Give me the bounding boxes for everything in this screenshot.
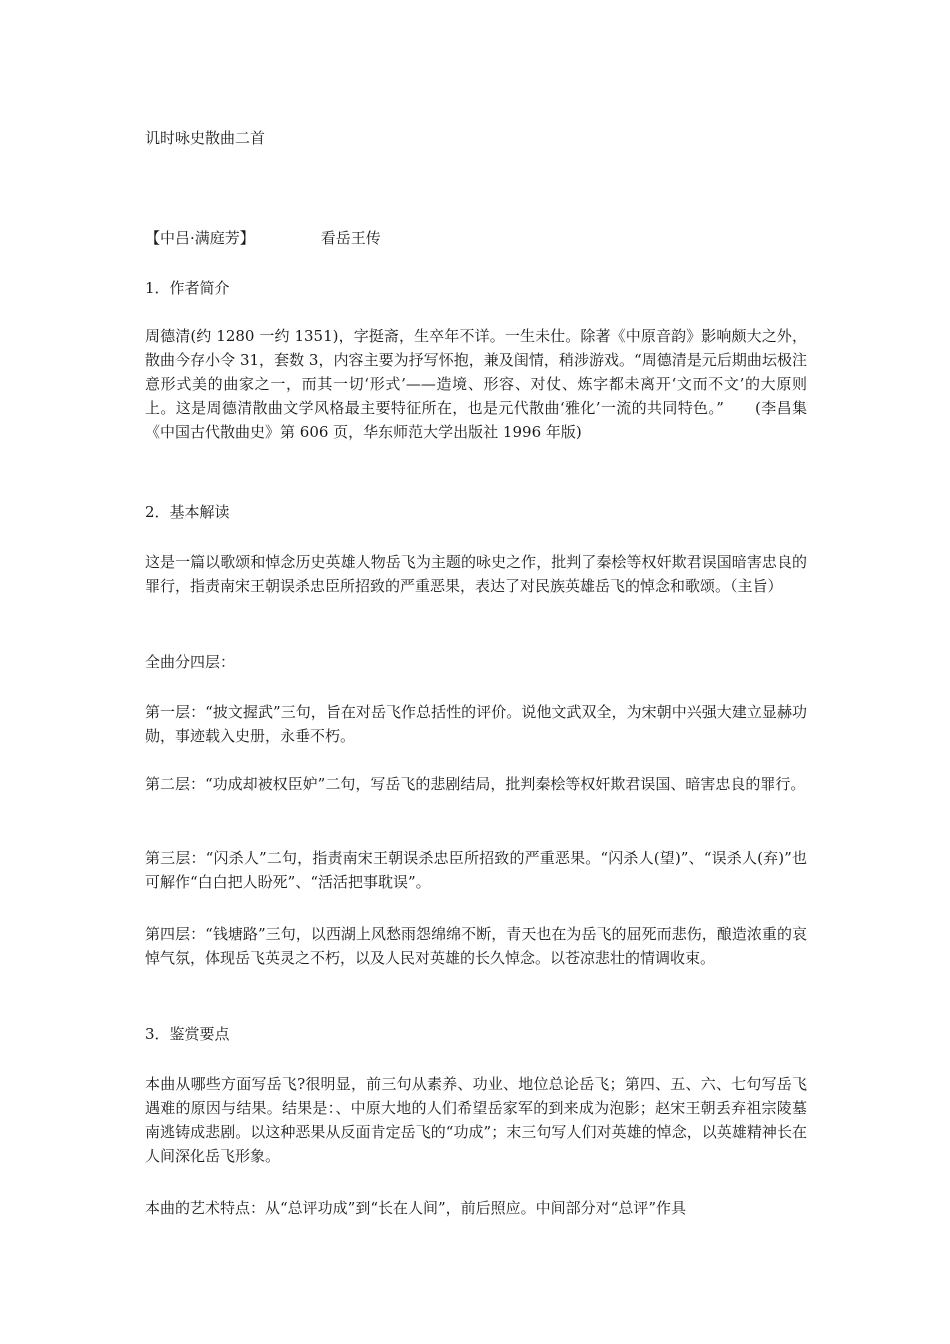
section-heading-reading: 2．基本解读 [145, 503, 230, 521]
layer-one-paragraph: 第一层：“披文握武”三句，旨在对岳飞作总括性的评价。说他文武双全，为宋朝中兴强大建立显赫功勋，事迹载入史册，永垂不朽。 [145, 703, 807, 745]
piece-title: 看岳王传 [320, 229, 381, 247]
appreciation-paragraph: 本曲从哪些方面写岳飞?很明显，前三句从素养、功业、地位总论岳飞；第四、五、六、七句写岳飞遇难的原因与结果。结果是：、中原大地的人们希望岳家军的到来成为泡影；赵宋王朝丢弃祖宗陵墓南逃铸成悲剧。以这种恶果从反面肯定岳飞的“功成”；末三句写人们对英雄的悼念，以英雄精神长在人间深化岳飞形象。 [145, 1075, 807, 1165]
document-title: 讥时咏史散曲二首 [145, 129, 266, 147]
section-heading-author: 1．作者简介 [145, 279, 230, 297]
layer-four-paragraph: 第四层：“钱塘路”三句，以西湖上风愁雨怨绵绵不断，青天也在为岳飞的屈死而悲伤，酿造浓重的哀悼气氛，体现岳飞英灵之不朽，以及人民对英雄的长久悼念。以苍凉悲壮的情调收束。 [145, 925, 807, 967]
author-paragraph: 周德清(约 1280 一约 1351)，字挺斋，生卒年不详。一生未仕。除著《中原音韵》影响颇大之外，散曲今存小令 31，套数 3，内容主要为抒写怀抱，兼及闺情，稍涉游戏。“周德清是元后期曲坛极注意形式美的曲家之一，而其一切‘形式’——造境、形容、对仗、炼字都未离开‘文而不文’的大原则上。这是周德清散曲文学风格最主要特征所在，也是元代散曲‘雅化’一流的共同特色。” (李昌集《中国古代散曲史》第 606 页，华东师范大学出版社 1996 年版) [145, 327, 807, 441]
section-heading-appreciation: 3．鉴赏要点 [145, 1025, 230, 1043]
structure-intro: 全曲分四层： [145, 653, 236, 671]
qupai-name: 【中吕·满庭芳】 [145, 229, 255, 247]
qupai-heading-line [145, 226, 807, 250]
layer-two-paragraph: 第二层：“功成却被权臣妒”二句，写岳飞的悲剧结局，批判秦桧等权奸欺君误国、暗害忠良的罪行。 [145, 775, 806, 793]
reading-paragraph: 这是一篇以歌颂和悼念历史英雄人物岳飞为主题的咏史之作，批判了秦桧等权奸欺君误国暗害忠良的罪行，指责南宋王朝误杀忠臣所招致的严重恶果，表达了对民族英雄岳飞的悼念和歌颂。（主旨） [145, 553, 807, 595]
layer-three-paragraph: 第三层：“闪杀人”二句，指责南宋王朝误杀忠臣所招致的严重恶果。“闪杀人(望)”、“误杀人(弃)”也可解作“白白把人盼死”、“活活把事耽误”。 [145, 849, 807, 891]
art-features-paragraph: 本曲的艺术特点：从“总评功成”到“长在人间”，前后照应。中间部分对“总评”作具 [145, 1199, 687, 1217]
